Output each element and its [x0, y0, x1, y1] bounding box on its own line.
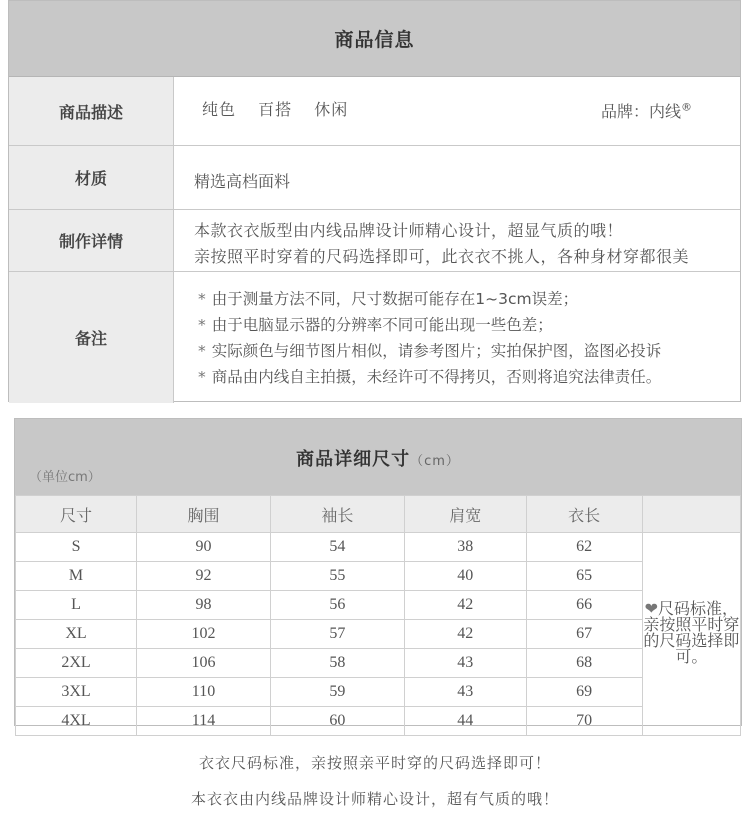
bullet-star-icon: *: [198, 368, 206, 386]
size-table: [15, 495, 741, 736]
product-info-table: [8, 0, 741, 402]
measurement-cell: 40: [404, 562, 526, 591]
remark-item: * 由于测量方法不同，尺寸数据可能存在1~3cm误差；: [198, 290, 579, 308]
unit-note: （单位cm）: [29, 470, 101, 485]
size-advice-text: 尺码标准，亲按照平时穿的尺码选择即可。: [643, 601, 740, 666]
measurement-cell: 66: [526, 591, 642, 620]
column-header: 胸围: [137, 496, 271, 533]
row-label: 材质: [9, 146, 174, 209]
detail-line: 亲按照平时穿着的尺码选择即可，此衣衣不挑人，各种身材穿都很美: [194, 247, 690, 266]
registered-mark: ®: [681, 100, 692, 114]
column-header: 肩宽: [404, 496, 526, 533]
measurement-cell: 56: [270, 591, 404, 620]
size-cell: S: [16, 533, 137, 562]
size-chart: [14, 418, 742, 729]
footer-line-2: 本衣衣由内线品牌设计师精心设计，超有气质的哦！: [190, 790, 559, 808]
measurement-cell: 58: [270, 649, 404, 678]
tag: 纯色: [202, 100, 237, 119]
measurement-cell: 106: [137, 649, 271, 678]
heart-icon: ❤: [644, 601, 659, 618]
column-header: 袖长: [270, 496, 404, 533]
measurement-cell: 54: [270, 533, 404, 562]
measurement-cell: 43: [404, 649, 526, 678]
measurement-cell: 65: [526, 562, 642, 591]
tag: 百搭: [258, 100, 293, 119]
remark-item: * 商品由内线自主拍摄，未经许可不得拷贝，否则将追究法律责任。: [198, 368, 662, 386]
column-header: 衣长: [526, 496, 642, 533]
measurement-cell: 43: [404, 678, 526, 707]
row-label: 制作详情: [9, 210, 174, 271]
size-cell: 2XL: [16, 649, 137, 678]
table-row: [16, 533, 741, 562]
table-row: [16, 620, 741, 649]
size-advice-note: [642, 533, 740, 736]
measurement-cell: 60: [270, 707, 404, 736]
row-material: [9, 146, 740, 210]
size-cell: XL: [16, 620, 137, 649]
measurement-cell: 42: [404, 591, 526, 620]
remark-item: * 实际颜色与细节图片相似，请参考图片；实拍保护图，盗图必投诉: [198, 342, 662, 360]
size-cell: 4XL: [16, 707, 137, 736]
measurement-cell: 38: [404, 533, 526, 562]
measurement-cell: 57: [270, 620, 404, 649]
row-remarks: [9, 272, 740, 403]
material-value: 精选高档面料: [194, 172, 291, 191]
table-row: [16, 562, 741, 591]
table-row: [16, 649, 741, 678]
remark-item: * 由于电脑显示器的分辨率不同可能出现一些色差；: [198, 316, 553, 334]
measurement-cell: 110: [137, 678, 271, 707]
measurement-cell: 70: [526, 707, 642, 736]
measurement-cell: 92: [137, 562, 271, 591]
measurement-cell: 114: [137, 707, 271, 736]
bullet-star-icon: *: [198, 290, 206, 308]
measurement-cell: 59: [270, 678, 404, 707]
row-making-details: [9, 210, 740, 272]
bullet-star-icon: *: [198, 342, 206, 360]
measurement-cell: 90: [137, 533, 271, 562]
row-label: 商品描述: [9, 77, 174, 145]
brand-label: [601, 99, 692, 122]
measurement-cell: 67: [526, 620, 642, 649]
row-description: [9, 77, 740, 146]
bullet-star-icon: *: [198, 316, 206, 334]
column-header-blank: [642, 496, 740, 533]
size-cell: 3XL: [16, 678, 137, 707]
table-row: [16, 678, 741, 707]
size-cell: M: [16, 562, 137, 591]
measurement-cell: 55: [270, 562, 404, 591]
measurement-cell: 44: [404, 707, 526, 736]
measurement-cell: 68: [526, 649, 642, 678]
table-row: [16, 591, 741, 620]
table-header-row: [16, 496, 741, 533]
remarks-list: [198, 286, 661, 390]
measurement-cell: 98: [137, 591, 271, 620]
measurement-cell: 62: [526, 533, 642, 562]
measurement-cell: 102: [137, 620, 271, 649]
size-cell: L: [16, 591, 137, 620]
description-tags: [202, 97, 364, 120]
brand-text: 品牌：内线: [600, 102, 681, 121]
making-details-text: [194, 218, 689, 270]
table-row: [16, 707, 741, 736]
measurement-cell: 69: [526, 678, 642, 707]
column-header: 尺寸: [16, 496, 137, 533]
footer-line-1: 衣衣尺码标准，亲按照亲平时穿的尺码选择即可！: [198, 754, 551, 772]
row-label: 备注: [9, 272, 174, 403]
size-chart-header: [15, 419, 741, 496]
measurement-cell: 42: [404, 620, 526, 649]
detail-line: 本款衣衣版型由内线品牌设计师精心设计，超显气质的哦！: [194, 221, 624, 240]
product-info-title: 商品信息: [9, 1, 740, 77]
tag: 休闲: [314, 100, 349, 119]
size-chart-title: 商品详细尺寸（cm）: [296, 449, 460, 470]
